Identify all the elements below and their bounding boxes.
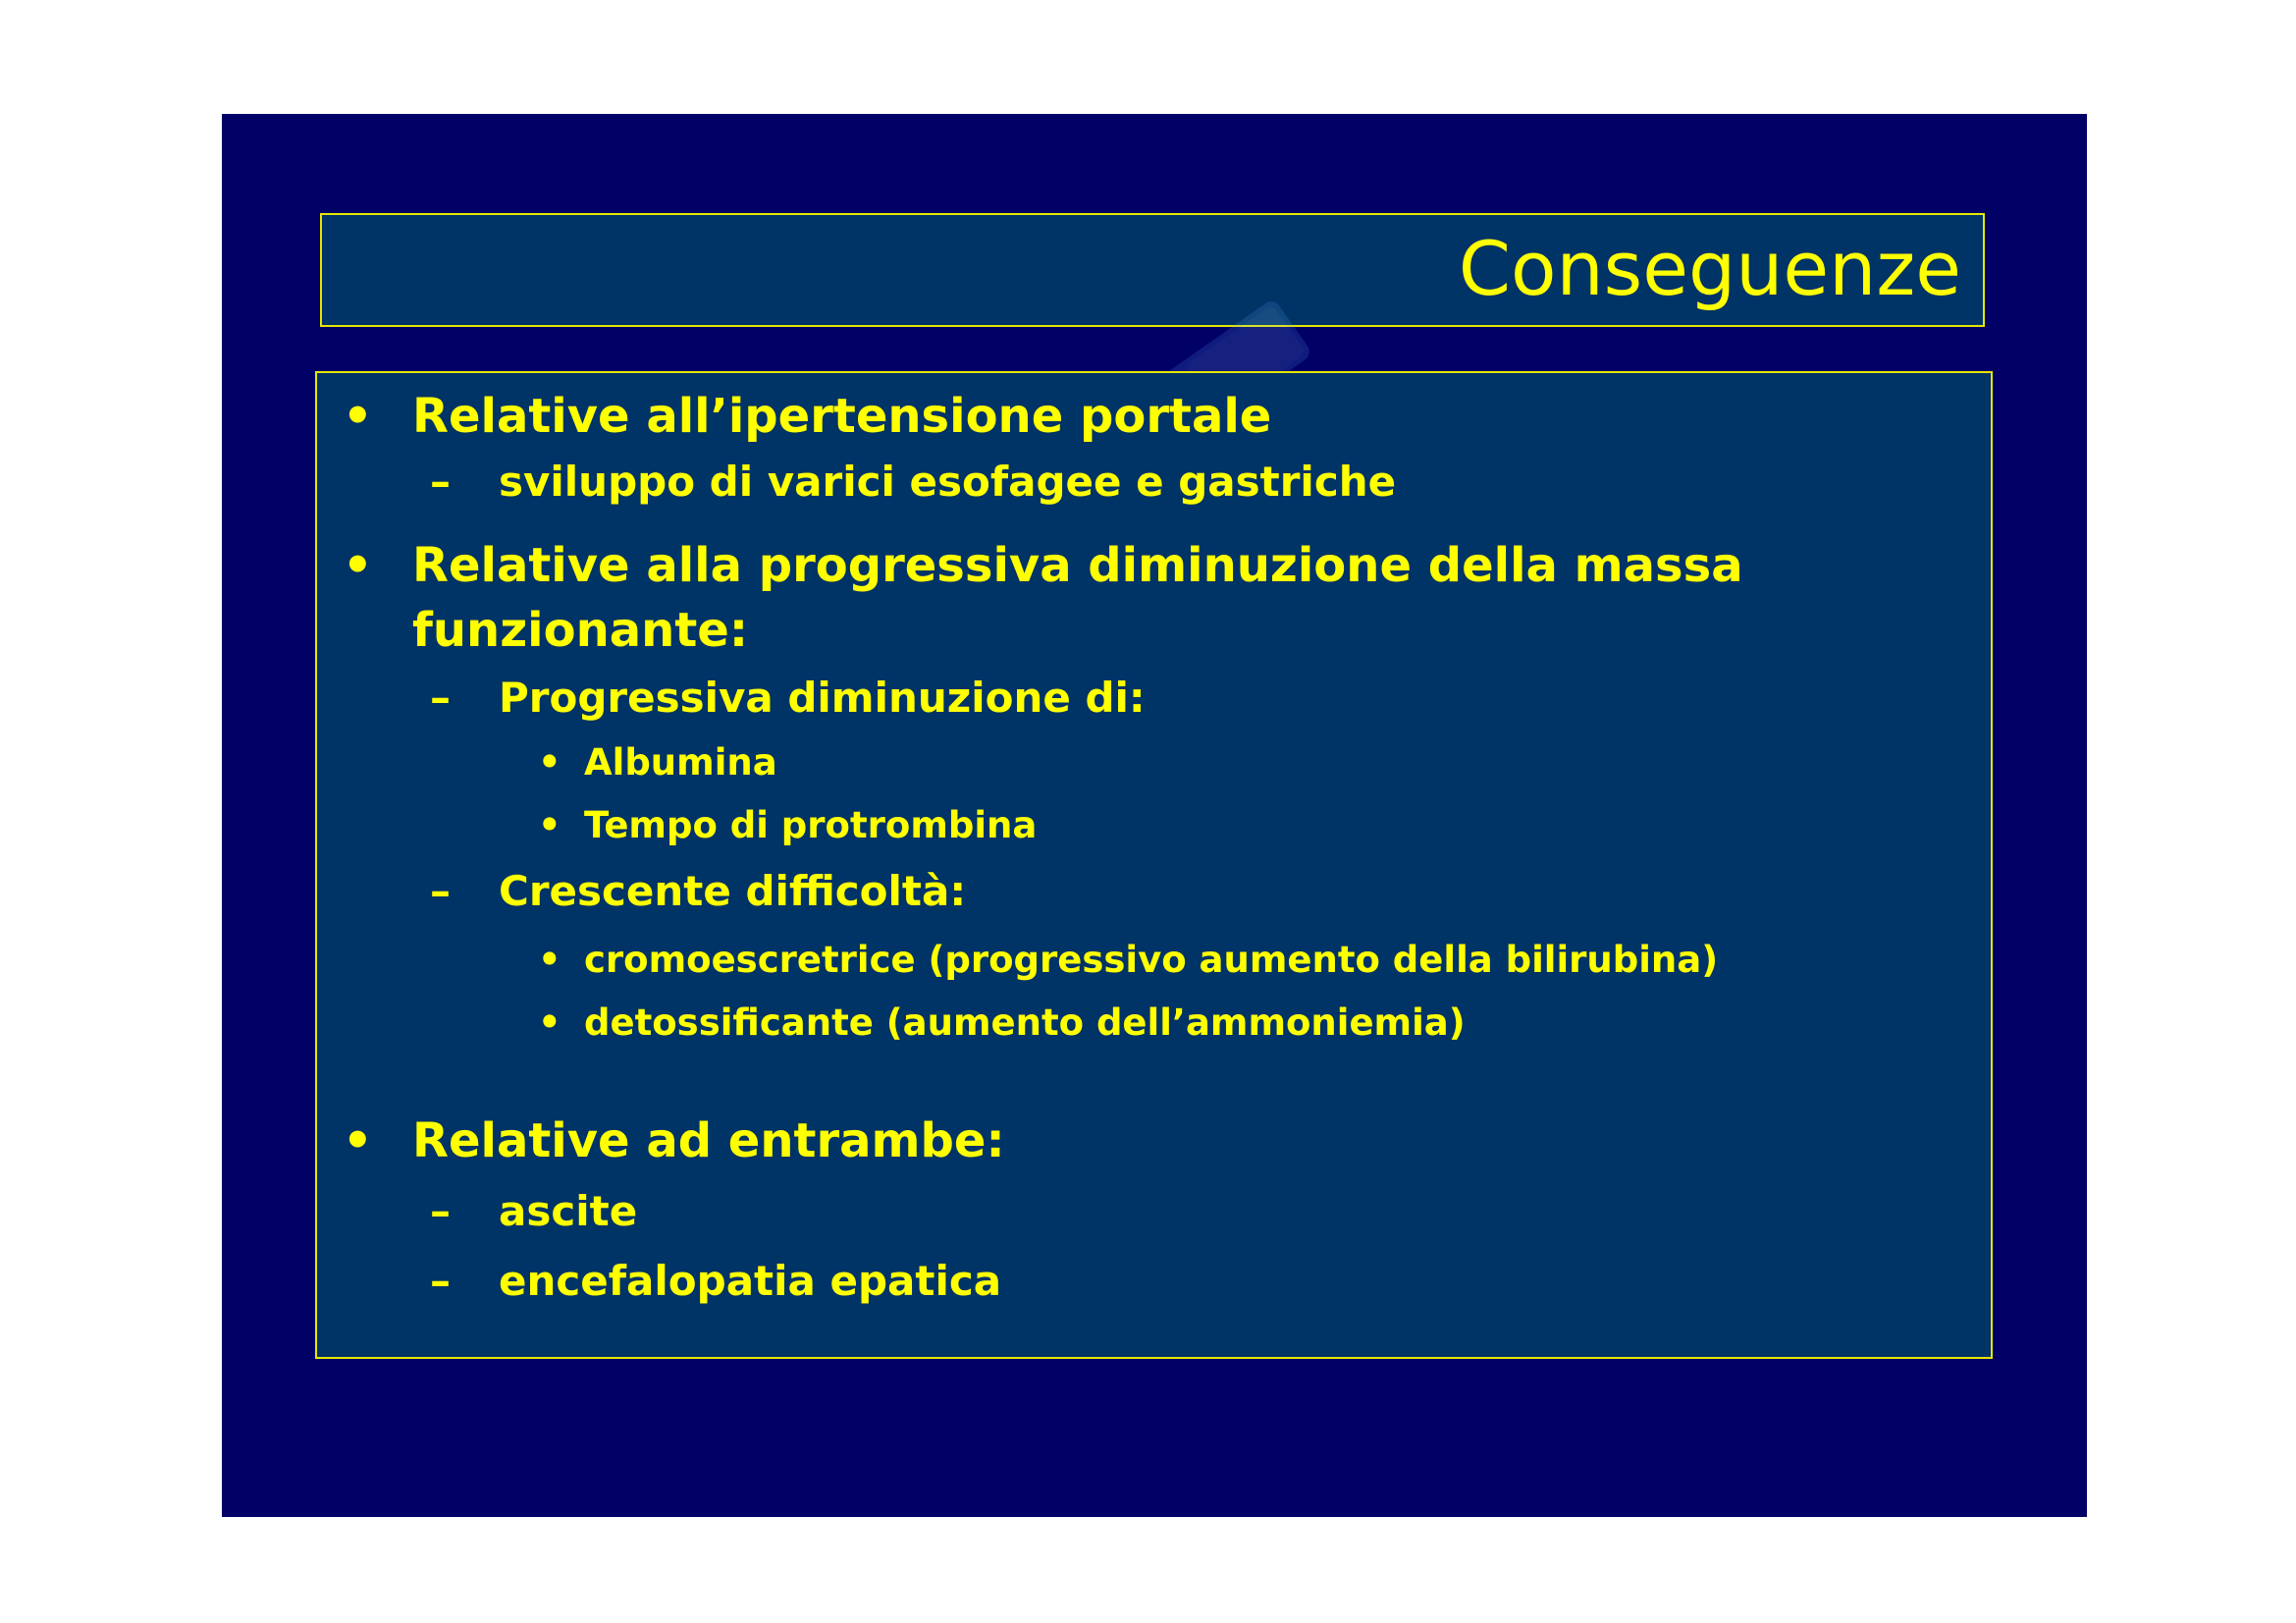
- item-text: cromoescretrice (progressivo aumento della bilirubina): [584, 939, 1719, 981]
- item-text: Relative alla progressiva diminuzione della massa: [412, 538, 1743, 593]
- item-text: Relative ad entrambe:: [412, 1113, 1005, 1168]
- dash-marker: –: [430, 674, 451, 722]
- item-text: encefalopatia epatica: [499, 1257, 1002, 1305]
- bullet-marker: •: [343, 1113, 373, 1168]
- item-text: sviluppo di varici esofagee e gastriche: [499, 458, 1397, 506]
- bullet-marker: •: [343, 538, 373, 593]
- item-text: Tempo di protrombina: [584, 804, 1038, 846]
- dash-marker: –: [430, 1257, 451, 1305]
- bullet-marker: •: [538, 939, 561, 981]
- slide-title: Conseguenze: [1458, 225, 1961, 312]
- dash-marker: –: [430, 867, 451, 915]
- item-text: ascite: [499, 1187, 638, 1235]
- dash-marker: –: [430, 1187, 451, 1235]
- item-text: funzionante:: [412, 603, 749, 658]
- bullet-marker: •: [538, 804, 561, 846]
- slide: [222, 114, 2087, 1517]
- dash-marker: –: [430, 458, 451, 506]
- item-text: Relative all’ipertensione portale: [412, 389, 1272, 444]
- title-box: [320, 213, 1985, 327]
- item-text: Crescente difficoltà:: [499, 867, 967, 915]
- content-box: [315, 371, 1993, 1359]
- bullet-marker: •: [538, 1001, 561, 1044]
- bullet-marker: •: [538, 741, 561, 784]
- item-text: Albumina: [584, 741, 777, 784]
- item-text: Progressiva diminuzione di:: [499, 674, 1146, 722]
- bullet-marker: •: [343, 389, 373, 444]
- item-text: detossificante (aumento dell’ammoniemia): [584, 1001, 1466, 1044]
